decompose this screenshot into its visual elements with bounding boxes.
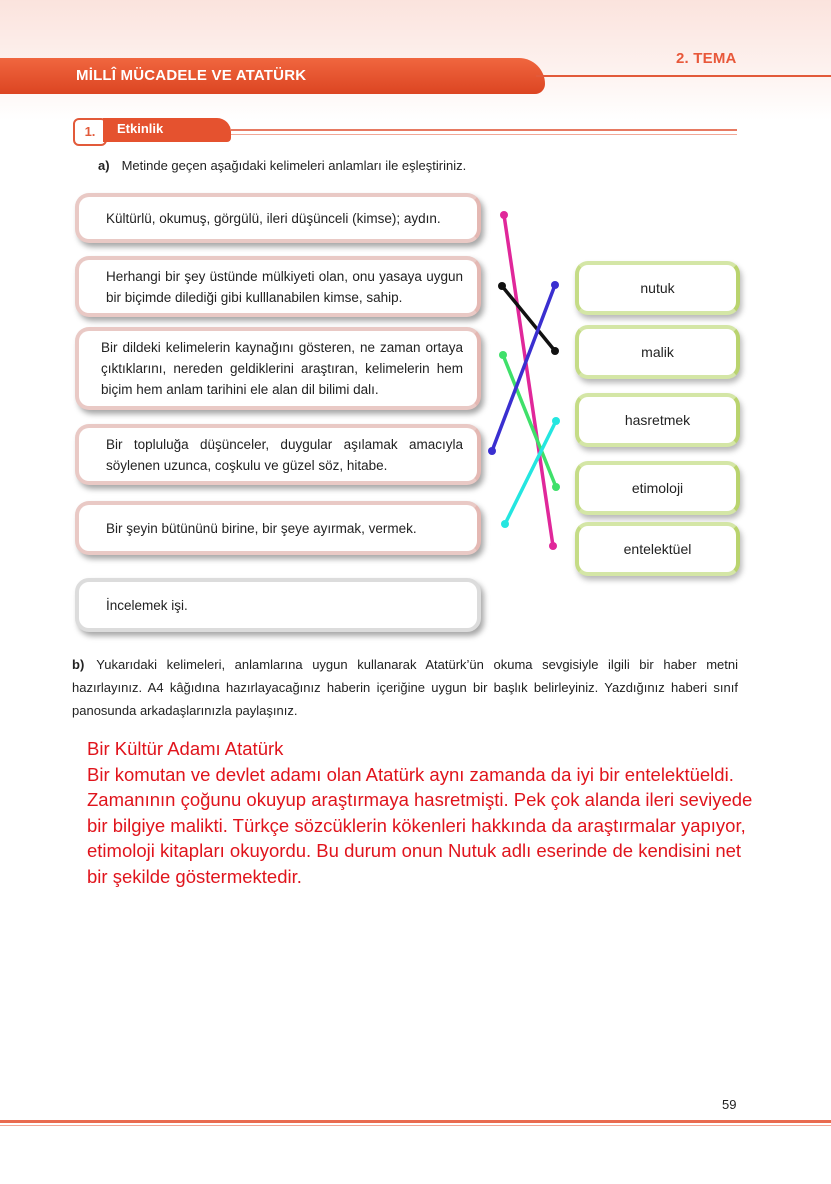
definition-text: Bir dildeki kelimelerin kaynağını gösteren, ne zaman ortaya çıktıklarını, nereden geldiklerini araştıran, kelimelerin hem biçim hem anlam tarihini ele alan dil bilimi dalı.: [101, 340, 463, 397]
match-dot: [551, 347, 559, 355]
part-b-instruction: [72, 653, 738, 722]
answer-line: Zamanının çoğunu okuyup araştırmaya hasretmişti. Pek çok alanda ileri seviyede: [87, 789, 753, 810]
footer-divider: [0, 1120, 831, 1123]
definition-text: Bir topluluğa düşünceler, duygular aşılamak amacıyla söylenen uzunca, coşkulu ve güzel söz, hitabe.: [106, 436, 463, 473]
definition-text: Kültürlü, okumuş, görgülü, ileri düşünceli (kimse); aydın.: [106, 210, 441, 226]
theme-label: 2. TEMA: [676, 50, 737, 67]
word-text: etimoloji: [631, 480, 684, 496]
activity-number: 1.: [73, 118, 107, 146]
match-dot: [498, 282, 506, 290]
word-text: malik: [641, 344, 674, 360]
match-dot: [551, 281, 559, 289]
unit-title: MİLLÎ MÜCADELE VE ATATÜRK: [76, 67, 307, 84]
match-dot: [500, 211, 508, 219]
word-text: nutuk: [640, 280, 675, 296]
match-dot: [499, 351, 507, 359]
activity-label: Etkinlik: [103, 118, 231, 142]
part-a-letter: a): [98, 158, 110, 173]
match-line: [502, 286, 555, 351]
match-dot: [501, 520, 509, 528]
answer-line: bir şekilde göstermektedir.: [87, 865, 302, 887]
definition-text: Herhangi bir şey üstünde mülkiyeti olan, onu yasaya uygun bir biçimde dilediği gibi kulllanabilen kimse, sahip.: [106, 268, 463, 305]
answer-title: Bir Kültür Adamı Atatürk: [87, 738, 284, 759]
part-a-text: Metinde geçen aşağıdaki kelimeleri anlamları ile eşleştiriniz.: [121, 158, 467, 173]
word-text: entelektüel: [623, 541, 692, 557]
answer-line: Bir komutan ve devlet adamı olan Atatürk aynı zamanda da iyi bir entelektüeldi.: [87, 763, 734, 785]
match-dot: [488, 447, 496, 455]
page-number: 59: [722, 1097, 737, 1112]
answer-line: bir bilgiye malikti. Türkçe sözcüklerin kökenleri hakkında da araştırmalar yapıyor,: [87, 814, 746, 836]
definition-text: Bir şeyin bütününü birine, bir şeye ayırmak, vermek.: [106, 520, 417, 536]
match-dot: [549, 542, 557, 550]
word-text: hasretmek: [624, 412, 691, 428]
part-b-text: Yukarıdaki kelimeleri, anlamlarına uygun kullanarak Atatürk’ün okuma sevgisiyle ilgili bir haber metni hazırlayınız. A4 kâğıdına hazırlayacağınız haberin içeriğine uygun bir başlık belirleyiniz. Yazdığınız haberi sınıf panosunda arkadaşlarınızla paylaşınız.: [72, 657, 738, 718]
part-b-letter: b): [72, 657, 85, 672]
answer-line: etimoloji kitapları okuyordu. Bu durum onun Nutuk adlı eserinde de kendisini net: [87, 840, 742, 861]
match-line: [504, 215, 553, 546]
match-dot: [552, 483, 560, 491]
match-dot: [552, 417, 560, 425]
footer-divider-thin: [0, 1125, 831, 1126]
handwritten-answer: [87, 736, 817, 889]
match-line: [503, 355, 556, 487]
definition-text: İncelemek işi.: [106, 597, 188, 613]
